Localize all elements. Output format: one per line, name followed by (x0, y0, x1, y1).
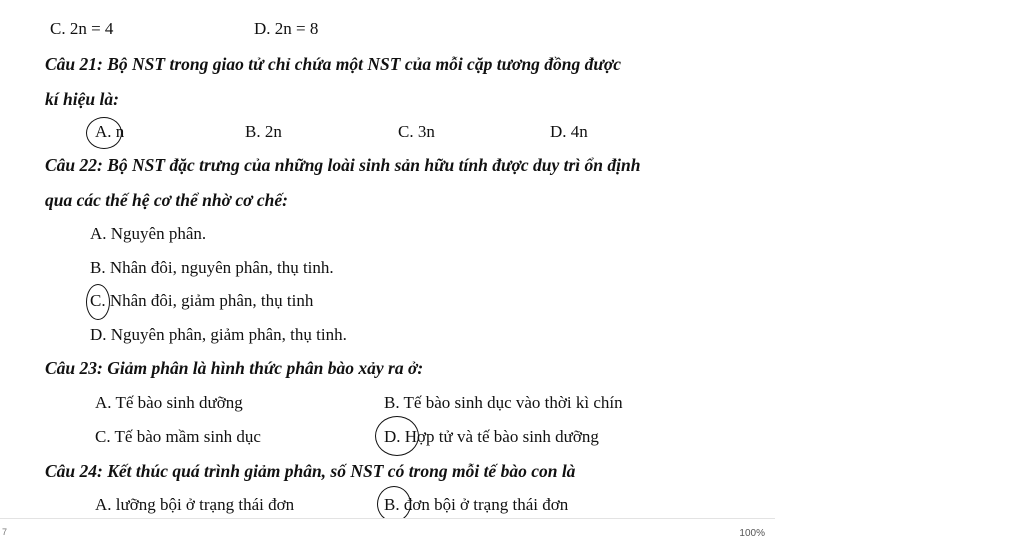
question-22-line-2: qua các thế hệ cơ thể nhờ cơ chế: (45, 190, 289, 210)
option-d-prev: D. 2n = 8 (254, 19, 319, 38)
q22-option-d: D. Nguyên phân, giảm phân, thụ tinh. (90, 325, 347, 344)
question-24-line-1: Câu 24: Kết thúc quá trình giảm phân, số NST có trong mỗi tế bào con là (45, 461, 576, 481)
q21-option-b: B. 2n (245, 122, 282, 141)
question-23-line-1: Câu 23: Giảm phân là hình thức phân bào xảy ra ở: (45, 358, 424, 378)
q24-option-a: A. lưỡng bội ở trạng thái đơn (95, 495, 295, 514)
option-c-prev: C. 2n = 4 (50, 19, 114, 38)
page-indicator: 7 (2, 527, 8, 537)
q22-option-c: C. Nhân đôi, giảm phân, thụ tinh (90, 291, 314, 310)
status-bar (0, 518, 775, 549)
zoom-level[interactable]: 100% (739, 528, 765, 539)
q23-option-c: C. Tế bào mầm sinh dục (95, 427, 261, 446)
q21-option-a: A. n (95, 122, 125, 141)
question-21-line-2: kí hiệu là: (45, 89, 119, 109)
q22-option-a: A. Nguyên phân. (90, 224, 207, 243)
q21-option-d: D. 4n (550, 122, 588, 141)
q24-option-b: B. đơn bội ở trạng thái đơn (384, 495, 569, 514)
q23-option-b: B. Tế bào sinh dục vào thời kì chín (384, 393, 623, 412)
q23-option-a: A. Tế bào sinh dưỡng (95, 393, 243, 412)
question-21-line-1: Câu 21: Bộ NST trong giao tử chỉ chứa một NST của mỗi cặp tương đồng được (45, 54, 622, 74)
question-22-line-1: Câu 22: Bộ NST đặc trưng của những loài sinh sản hữu tính được duy trì ổn định (45, 155, 641, 175)
q23-option-d: D. Hợp tử và tế bào sinh dưỡng (384, 427, 599, 446)
q22-option-b: B. Nhân đôi, nguyên phân, thụ tinh. (90, 258, 334, 277)
q21-option-c: C. 3n (398, 122, 435, 141)
